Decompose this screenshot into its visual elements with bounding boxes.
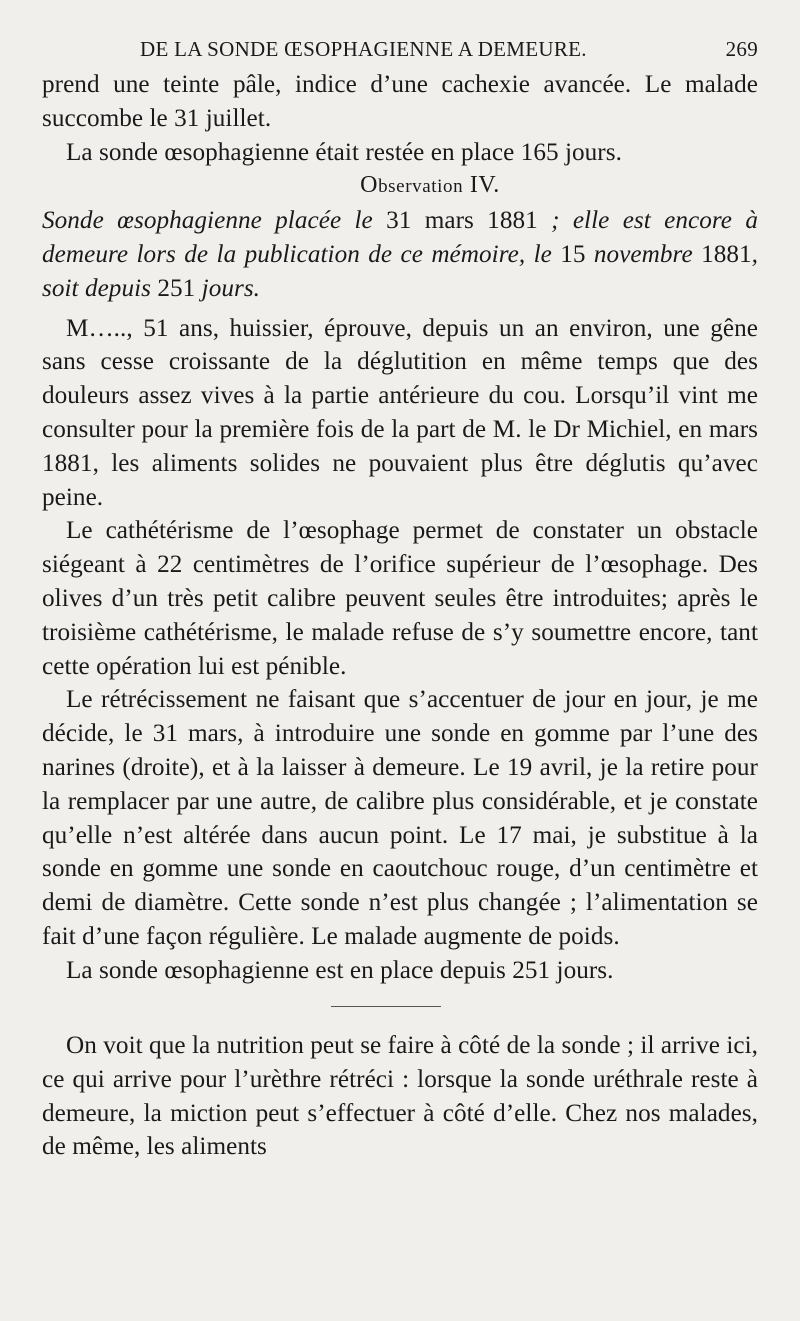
page-number: 269 xyxy=(725,37,758,61)
summary-month: novembre xyxy=(585,240,702,268)
observation-heading-word: bservation xyxy=(378,176,464,198)
observation-heading-number: IV. xyxy=(463,172,500,199)
page-header xyxy=(42,30,758,68)
summary-year: 1881 xyxy=(701,240,752,268)
summary-days-count: 251 xyxy=(157,274,196,302)
summary-part-g: , soit depuis xyxy=(42,240,758,302)
observation-summary xyxy=(42,204,758,305)
paragraph-5: Le rétrécissement ne faisant que s’accentuer de jour en jour, je me décide, le 31 mars, à introduire une sonde en gomme par l’une des narines (droite), et à la laisser à demeure. Le 19 avril, je la retire pour la remplacer par une autre, de calibre plus considérable, et je constate qu’elle n’est altérée dans aucun point. Le 17 mai, je substitue à la sonde en gomme une sonde en caoutchouc rouge, d’un centimètre et demi de diamètre. Cette sonde n’est plus changée ; l’alimentation se fait d’une façon régulière. Le malade augmente de poids. xyxy=(42,686,758,950)
paragraph-1: prend une teinte pâle, indice d’une cachexie avancée. Le malade succombe le 31 juillet. xyxy=(42,71,758,132)
section-divider xyxy=(331,1006,441,1008)
summary-part-a: Sonde œsophagienne placée le xyxy=(42,207,387,235)
summary-part-i: jours. xyxy=(195,274,261,302)
paragraph-6: La sonde œsophagienne est en place depuis 251 jours. xyxy=(66,956,614,984)
observation-heading-initial: O xyxy=(360,172,379,199)
paragraph-7: On voit que la nutrition peut se faire à côté de la sonde ; il arrive ici, ce qui arrive pour l’urèthre rétréci : lorsque la sonde uréthrale reste à demeure, la miction peut s’effectuer à côté d’elle. Chez nos malades, de même, les aliments xyxy=(42,1032,758,1161)
paragraph-2: La sonde œsophagienne était restée en place 165 jours. xyxy=(66,138,622,166)
summary-day: 15 xyxy=(560,240,586,268)
summary-date-placed: 31 mars 1881 xyxy=(386,207,538,235)
observation-heading xyxy=(42,169,758,204)
body-text xyxy=(42,68,758,1164)
summary-part-c: ; elle est encore à demeure lors de la publication de ce mémoire, le xyxy=(42,207,758,268)
paragraph-3: M….., 51 ans, huissier, éprouve, depuis un an environ, une gêne sans cesse croissante de la déglutition en même temps que des douleurs assez vives à la partie antérieure du cou. Lorsqu’il vint me consulter pour la première fois de la part de M. le Dr Michiel, en mars 1881, les aliments solides ne pouvaient plus être déglutis qu’avec peine. xyxy=(42,314,758,511)
paragraph-4: Le cathétérisme de l’œsophage permet de constater un obstacle siégeant à 22 centimètres de l’orifice supérieur de l’œsophage. Des olives d’un très petit calibre peuvent seules être introduites; après le troisième cathétérisme, le malade refuse de s’y soumettre encore, tant cette opération lui est pénible. xyxy=(42,517,758,680)
running-title: DE LA SONDE ŒSOPHAGIENNE A DEMEURE. xyxy=(140,37,587,61)
